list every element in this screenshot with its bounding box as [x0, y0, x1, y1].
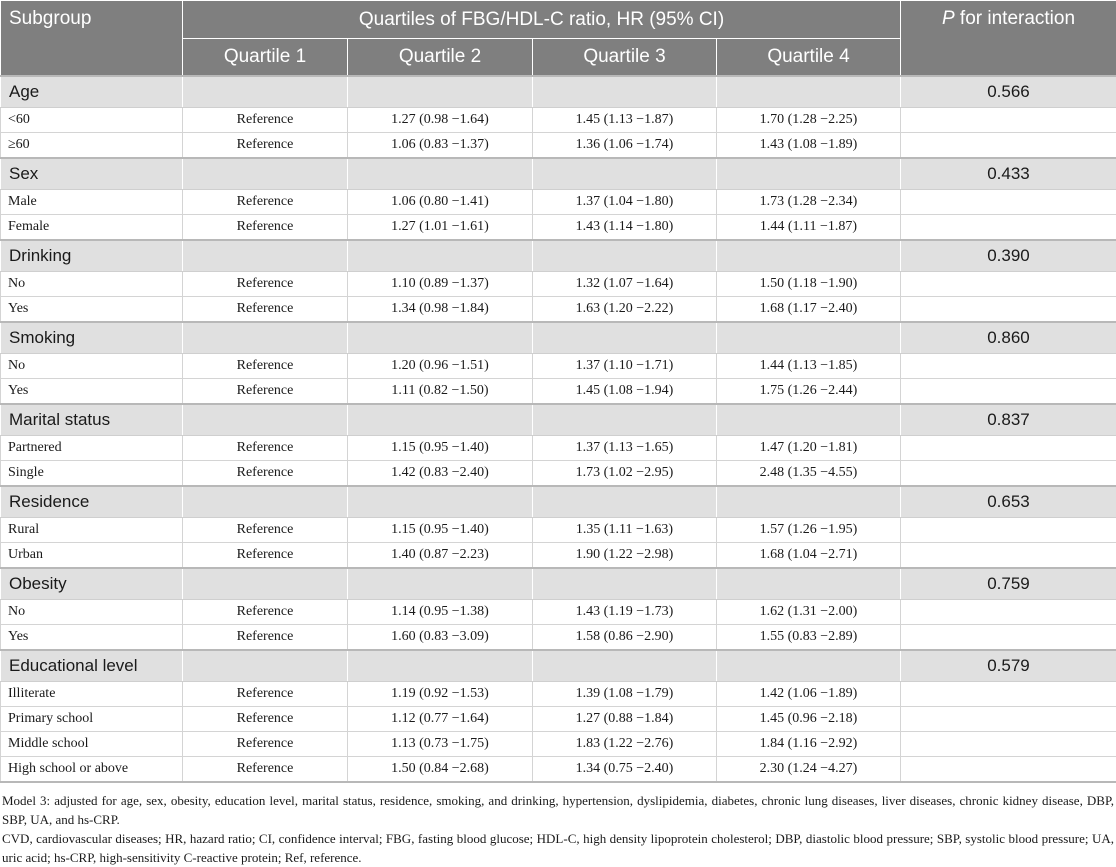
- table-row: [1, 436, 1116, 461]
- group-label: Residence: [1, 486, 183, 518]
- table-row: [1, 190, 1116, 215]
- cell-q4: 1.47 (1.20 −1.81): [717, 436, 901, 461]
- p-interaction-value: 0.579: [901, 650, 1116, 682]
- p-interaction-value: 0.837: [901, 404, 1116, 436]
- p-interaction-value: 0.433: [901, 158, 1116, 190]
- row-label: ≥60: [1, 133, 183, 159]
- cell-q1: Reference: [183, 757, 348, 783]
- cell-q2: 1.11 (0.82 −1.50): [348, 379, 533, 405]
- table-row: [1, 757, 1116, 783]
- cell-q2: 1.10 (0.89 −1.37): [348, 272, 533, 297]
- group-row-residence: [1, 486, 1116, 518]
- cell-q2: 1.50 (0.84 −2.68): [348, 757, 533, 783]
- header-quartile-1: Quartile 1: [183, 39, 348, 77]
- p-interaction-value: 0.653: [901, 486, 1116, 518]
- cell-q3: 1.43 (1.14 −1.80): [533, 215, 717, 241]
- cell-q1: Reference: [183, 732, 348, 757]
- row-label: Primary school: [1, 707, 183, 732]
- cell-q3: 1.83 (1.22 −2.76): [533, 732, 717, 757]
- group-label: Marital status: [1, 404, 183, 436]
- cell-q2: 1.42 (0.83 −2.40): [348, 461, 533, 487]
- cell-q2: 1.15 (0.95 −1.40): [348, 436, 533, 461]
- cell-q2: 1.06 (0.80 −1.41): [348, 190, 533, 215]
- cell-q3: 1.39 (1.08 −1.79): [533, 682, 717, 707]
- table-row: [1, 461, 1116, 487]
- row-label: Urban: [1, 543, 183, 569]
- table-row: [1, 297, 1116, 323]
- cell-q1: Reference: [183, 272, 348, 297]
- row-label: Female: [1, 215, 183, 241]
- cell-q3: 1.45 (1.08 −1.94): [533, 379, 717, 405]
- cell-q3: 1.35 (1.11 −1.63): [533, 518, 717, 543]
- header-p-interaction: [901, 1, 1116, 77]
- row-label: <60: [1, 108, 183, 133]
- header-quartiles-title: Quartiles of FBG/HDL-C ratio, HR (95% CI): [183, 1, 901, 39]
- group-label: Educational level: [1, 650, 183, 682]
- cell-q4: 1.62 (1.31 −2.00): [717, 600, 901, 625]
- cell-q2: 1.34 (0.98 −1.84): [348, 297, 533, 323]
- row-label: Male: [1, 190, 183, 215]
- cell-q2: 1.20 (0.96 −1.51): [348, 354, 533, 379]
- group-label: Obesity: [1, 568, 183, 600]
- cell-q1: Reference: [183, 436, 348, 461]
- row-label: Rural: [1, 518, 183, 543]
- cell-q4: 1.55 (0.83 −2.89): [717, 625, 901, 651]
- cell-q1: Reference: [183, 297, 348, 323]
- table-row: [1, 682, 1116, 707]
- group-row-smoking: [1, 322, 1116, 354]
- cell-q3: 1.45 (1.13 −1.87): [533, 108, 717, 133]
- table-row: [1, 600, 1116, 625]
- group-label: Smoking: [1, 322, 183, 354]
- cell-q2: 1.14 (0.95 −1.38): [348, 600, 533, 625]
- cell-q2: 1.06 (0.83 −1.37): [348, 133, 533, 159]
- cell-q3: 1.90 (1.22 −2.98): [533, 543, 717, 569]
- table-body: [1, 76, 1116, 782]
- row-label: High school or above: [1, 757, 183, 783]
- cell-q1: Reference: [183, 215, 348, 241]
- header-quartile-3: Quartile 3: [533, 39, 717, 77]
- row-label: Middle school: [1, 732, 183, 757]
- group-row-age: [1, 76, 1116, 108]
- table-row: [1, 215, 1116, 241]
- group-row-drinking: [1, 240, 1116, 272]
- cell-q3: 1.27 (0.88 −1.84): [533, 707, 717, 732]
- cell-q4: 1.57 (1.26 −1.95): [717, 518, 901, 543]
- header-quartile-2: Quartile 2: [348, 39, 533, 77]
- cell-q3: 1.37 (1.04 −1.80): [533, 190, 717, 215]
- footnote-abbreviations: CVD, cardiovascular diseases; HR, hazard ratio; CI, confidence interval; FBG, fasting blood glucose; HDL-C, high density lipoprotein cholesterol; DBP, diastolic blood pressure; SBP, systolic blood pressure; UA, uric acid; hs-CRP, high-sensitivity C-reactive protein; Ref, reference.: [2, 829, 1114, 867]
- p-interaction-value: 0.390: [901, 240, 1116, 272]
- cell-q2: 1.12 (0.77 −1.64): [348, 707, 533, 732]
- cell-q3: 1.73 (1.02 −2.95): [533, 461, 717, 487]
- cell-q2: 1.27 (0.98 −1.64): [348, 108, 533, 133]
- table-footnotes: [0, 783, 1116, 867]
- table-row: [1, 518, 1116, 543]
- p-interaction-value: 0.566: [901, 76, 1116, 108]
- row-label: Illiterate: [1, 682, 183, 707]
- cell-q2: 1.40 (0.87 −2.23): [348, 543, 533, 569]
- cell-q1: Reference: [183, 133, 348, 159]
- p-interaction-value: 0.759: [901, 568, 1116, 600]
- group-row-educational-level: [1, 650, 1116, 682]
- header-p-rest: for interaction: [955, 8, 1075, 29]
- cell-q3: 1.43 (1.19 −1.73): [533, 600, 717, 625]
- cell-q2: 1.19 (0.92 −1.53): [348, 682, 533, 707]
- cell-q1: Reference: [183, 461, 348, 487]
- table-row: [1, 133, 1116, 159]
- row-label: Single: [1, 461, 183, 487]
- table-row: [1, 108, 1116, 133]
- cell-q1: Reference: [183, 108, 348, 133]
- cell-q1: Reference: [183, 682, 348, 707]
- cell-q4: 2.30 (1.24 −4.27): [717, 757, 901, 783]
- row-label: Yes: [1, 297, 183, 323]
- cell-q4: 1.84 (1.16 −2.92): [717, 732, 901, 757]
- cell-q1: Reference: [183, 707, 348, 732]
- cell-q3: 1.37 (1.10 −1.71): [533, 354, 717, 379]
- cell-q1: Reference: [183, 190, 348, 215]
- row-label: Yes: [1, 625, 183, 651]
- table-row: [1, 354, 1116, 379]
- table-row: [1, 732, 1116, 757]
- row-label: No: [1, 354, 183, 379]
- cell-q3: 1.32 (1.07 −1.64): [533, 272, 717, 297]
- cell-q4: 1.75 (1.26 −2.44): [717, 379, 901, 405]
- row-label: Partnered: [1, 436, 183, 461]
- header-quartile-4: Quartile 4: [717, 39, 901, 77]
- cell-q3: 1.58 (0.86 −2.90): [533, 625, 717, 651]
- header-subgroup: Subgroup: [1, 1, 183, 77]
- cell-q1: Reference: [183, 354, 348, 379]
- header-p-letter: P: [942, 8, 955, 29]
- table-row: [1, 707, 1116, 732]
- cell-q4: 1.43 (1.08 −1.89): [717, 133, 901, 159]
- cell-q1: Reference: [183, 625, 348, 651]
- cell-q2: 1.27 (1.01 −1.61): [348, 215, 533, 241]
- cell-q1: Reference: [183, 518, 348, 543]
- cell-q4: 1.45 (0.96 −2.18): [717, 707, 901, 732]
- cell-q3: 1.37 (1.13 −1.65): [533, 436, 717, 461]
- cell-q1: Reference: [183, 600, 348, 625]
- cell-q4: 1.68 (1.17 −2.40): [717, 297, 901, 323]
- row-label: No: [1, 600, 183, 625]
- cell-q4: 1.50 (1.18 −1.90): [717, 272, 901, 297]
- cell-q3: 1.36 (1.06 −1.74): [533, 133, 717, 159]
- group-row-marital-status: [1, 404, 1116, 436]
- cell-q4: 1.42 (1.06 −1.89): [717, 682, 901, 707]
- table-row: [1, 543, 1116, 569]
- cell-q4: 1.44 (1.13 −1.85): [717, 354, 901, 379]
- table-header: [1, 1, 1116, 77]
- group-row-sex: [1, 158, 1116, 190]
- table-row: [1, 272, 1116, 297]
- group-label: Age: [1, 76, 183, 108]
- row-label: Yes: [1, 379, 183, 405]
- footnote-model: Model 3: adjusted for age, sex, obesity, education level, marital status, residence, smoking, and drinking, hypertension, dyslipidemia, diabetes, chronic lung diseases, liver diseases, chronic kidney disease, DBP, SBP, UA, and hs-CRP.: [2, 791, 1114, 829]
- group-label: Drinking: [1, 240, 183, 272]
- table-row: [1, 625, 1116, 651]
- cell-q2: 1.13 (0.73 −1.75): [348, 732, 533, 757]
- group-row-obesity: [1, 568, 1116, 600]
- cell-q2: 1.15 (0.95 −1.40): [348, 518, 533, 543]
- cell-q4: 1.70 (1.28 −2.25): [717, 108, 901, 133]
- cell-q2: 1.60 (0.83 −3.09): [348, 625, 533, 651]
- cell-q4: 1.73 (1.28 −2.34): [717, 190, 901, 215]
- table-row: [1, 379, 1116, 405]
- row-label: No: [1, 272, 183, 297]
- cell-q1: Reference: [183, 379, 348, 405]
- cell-q4: 1.68 (1.04 −2.71): [717, 543, 901, 569]
- cell-q4: 1.44 (1.11 −1.87): [717, 215, 901, 241]
- cell-q3: 1.63 (1.20 −2.22): [533, 297, 717, 323]
- p-interaction-value: 0.860: [901, 322, 1116, 354]
- cell-q3: 1.34 (0.75 −2.40): [533, 757, 717, 783]
- group-label: Sex: [1, 158, 183, 190]
- cell-q1: Reference: [183, 543, 348, 569]
- cell-q4: 2.48 (1.35 −4.55): [717, 461, 901, 487]
